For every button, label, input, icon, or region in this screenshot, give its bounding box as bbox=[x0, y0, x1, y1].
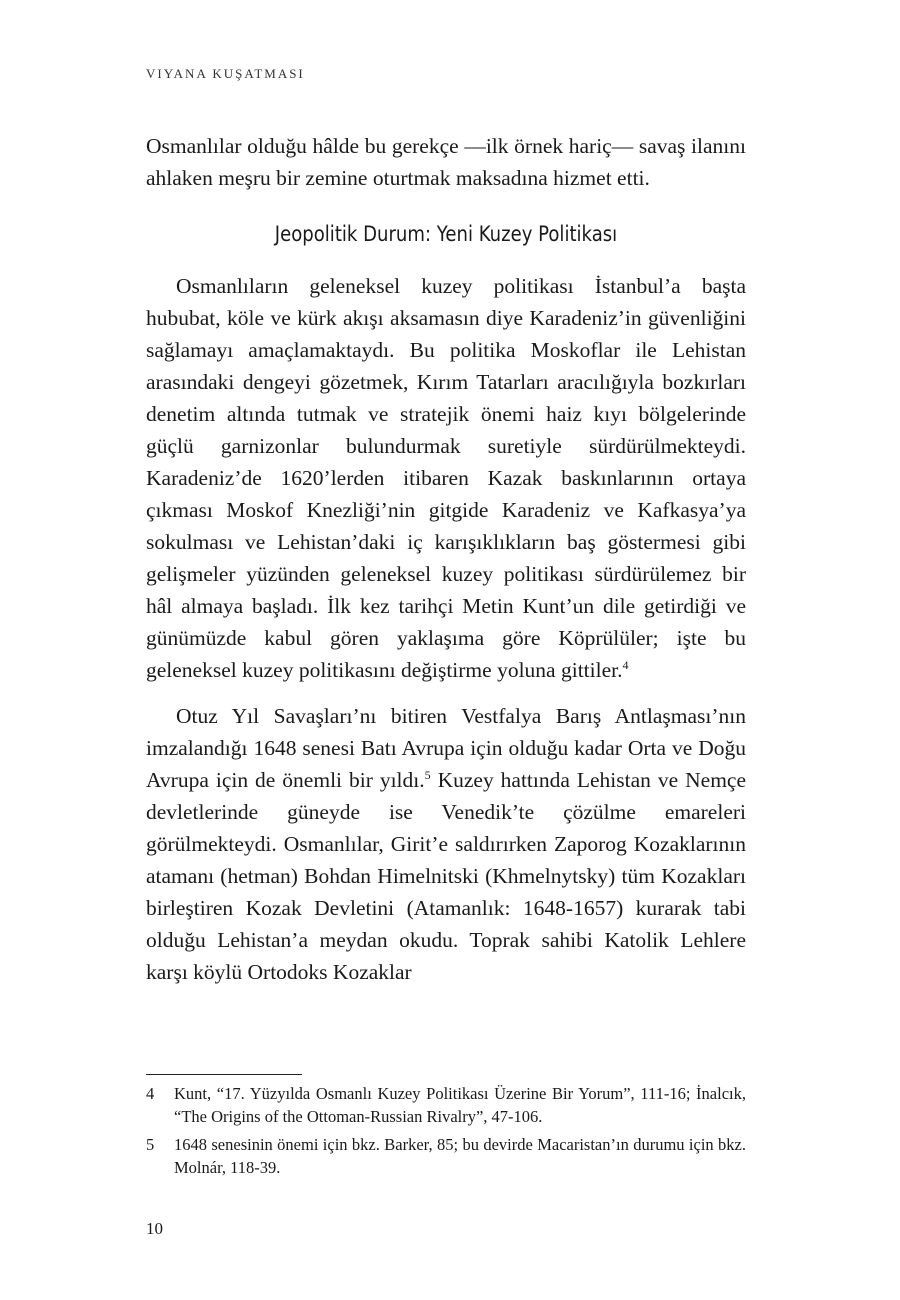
section-heading: Jeopolitik Durum: Yeni Kuzey Politikası bbox=[274, 222, 618, 246]
footnote-5 bbox=[146, 1133, 746, 1179]
footnote-divider bbox=[146, 1074, 302, 1075]
running-head: VIYANA KUŞATMASI bbox=[146, 66, 305, 81]
footnotes bbox=[146, 1082, 746, 1184]
footnote-ref-5[interactable]: 5 bbox=[424, 767, 431, 782]
paragraph-1: Osmanlılar olduğu hâlde bu gerekçe —ilk örnek hariç— savaş ilanını ahlaken meşru bir zemine oturtmak maksadına hizmet etti. bbox=[146, 134, 746, 190]
paragraph-2-text: Osmanlıların geleneksel kuzey politikası İstanbul’a başta hububat, köle ve kürk akışı aksamasın diye Karadeniz’in güvenliğini sağlamayı amaçlamaktaydı. Bu politika Moskoflar ile Lehistan arasındaki dengeyi gözetmek, Kırım Tatarları aracılığıyla bozkırları denetim altında tutmak ve stratejik önemi haiz kıyı bölgelerinde güçlü garnizonlar bulundurmak suretiyle sürdürülmekteydi. Karadeniz’de 1620’lerden itibaren Kazak baskınlarının ortaya çıkması Moskof Knezliği’nin gitgide Karadeniz ve Kafkasya’ya sokulması ve Lehistan’daki iç karışıklıkların baş göstermesi gibi gelişmeler yüzünden geleneksel kuzey politikası sürdürülemez bir hâl almaya başladı. İlk kez tarihçi Metin Kunt’un dile getirdiği ve günümüzde kabul gören yaklaşıma göre Köprülüler; işte bu geleneksel kuzey politikasını değiştirme yoluna gittiler. bbox=[146, 274, 746, 682]
paragraph-3-text-a: Otuz Yıl Savaşları’nı bitiren Vestfalya Barış Antlaşması’nın imzalandığı 1648 senesi Batı Avrupa için olduğu kadar Orta ve Doğu Avrupa için de önemli bir yıldı. bbox=[146, 704, 746, 792]
paragraph-2 bbox=[146, 270, 746, 686]
page-number: 10 bbox=[146, 1219, 163, 1238]
footnote-4 bbox=[146, 1082, 746, 1128]
paragraph-3-text-b: Kuzey hattında Lehistan ve Nemçe devletlerinde güneyde ise Venedik’te çözülme emareleri görülmekteydi. Osmanlılar, Girit’e saldırırken Zaporog Kozaklarının atamanı (hetman) Bohdan Himelnitski (Khmelnytsky) tüm Kozakları birleştiren Kozak Devletini (Atamanlık: 1648-1657) kurarak tabi olduğu Lehistan’a meydan okudu. Toprak sahibi Katolik Lehlere karşı köylü Ortodoks Kozaklar bbox=[146, 768, 747, 984]
body-text bbox=[146, 130, 746, 988]
footnote-number: 5 bbox=[146, 1135, 155, 1154]
footnote-number: 4 bbox=[146, 1084, 155, 1103]
footnote-text: Kunt, “17. Yüzyılda Osmanlı Kuzey Politikası Üzerine Bir Yorum”, 111-16; İnalcık, “The Origins of the Ottoman-Russian Rivalry”, 47-106. bbox=[174, 1084, 746, 1126]
footnote-text: 1648 senesinin önemi için bkz. Barker, 85; bu devirde Macaristan’ın durumu için bkz. Molnár, 118-39. bbox=[174, 1135, 746, 1177]
paragraph-3 bbox=[146, 700, 746, 988]
footnote-ref-4[interactable]: 4 bbox=[622, 657, 629, 672]
